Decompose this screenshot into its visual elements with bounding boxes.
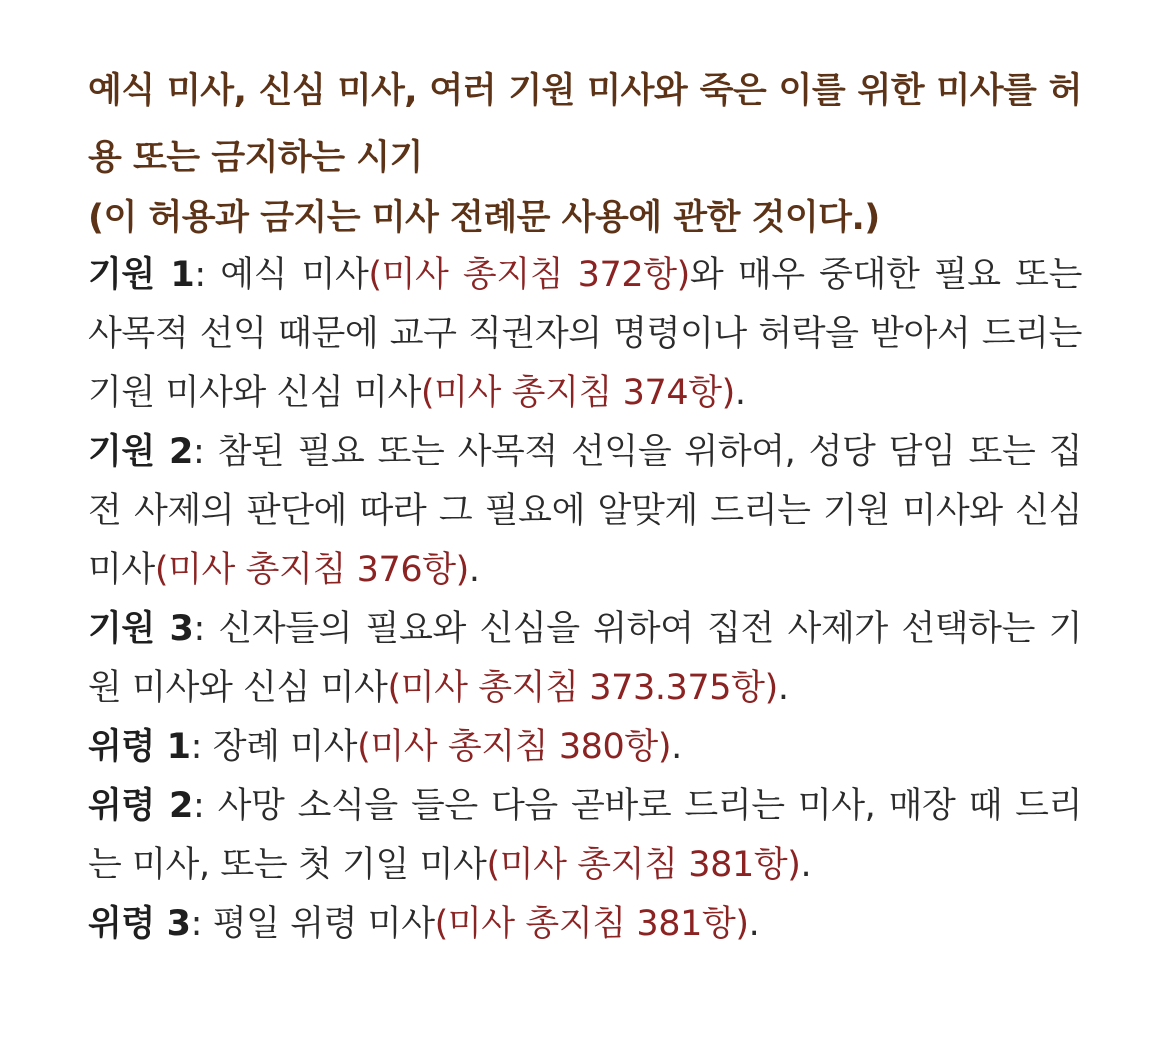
entry-end: . (777, 668, 789, 708)
entry-end: . (800, 845, 812, 885)
entry-label: 위령 3 (88, 904, 191, 944)
entry-label: 위령 2 (88, 786, 194, 826)
entry-label: 기원 3 (88, 609, 194, 649)
entry-reference: (미사 총지침 376항) (154, 550, 469, 590)
entry-requiem-3 (88, 895, 1082, 954)
entry-end: . (671, 727, 682, 767)
entry-separator: : (190, 727, 202, 767)
entry-separator: : (193, 609, 205, 649)
entry-label: 기원 2 (88, 432, 194, 472)
entry-votive-1 (88, 246, 1082, 423)
entry-text: 예식 미사 (205, 255, 369, 295)
entry-requiem-1 (88, 718, 1082, 777)
entry-reference: (미사 총지침 372항) (368, 255, 690, 295)
entry-text: 참된 필요 또는 사목적 선익을 위하여, 성당 담임 또는 집전 사제의 판단에 따라 그 필요에 알맞게 드리는 기원 미사와 신심 미사 (88, 432, 1082, 590)
entry-text: 장례 미사 (201, 727, 358, 767)
entry-reference: (미사 총지침 380항) (357, 727, 672, 767)
entry-text: 평일 위령 미사 (201, 904, 435, 944)
entry-text: 사망 소식을 들은 다음 곧바로 드리는 미사, 매장 때 드리는 미사, 또는 첫 기일 미사 (88, 786, 1082, 885)
entry-separator: : (193, 786, 205, 826)
document-page (88, 58, 1082, 954)
entry-separator: : (190, 904, 202, 944)
entry-requiem-2 (88, 777, 1082, 895)
page-title: 예식 미사, 신심 미사, 여러 기원 미사와 죽은 이를 위한 미사를 허용 또는 금지하는 시기 (88, 71, 1082, 178)
entry-label: 기원 1 (88, 255, 195, 295)
entry-reference: (미사 총지침 381항) (486, 845, 801, 885)
entry-votive-2 (88, 423, 1082, 600)
entry-text: 신자들의 필요와 신심을 위하여 집전 사제가 선택하는 기원 미사와 신심 미사 (88, 609, 1082, 708)
entry-reference: (미사 총지침 373.375항) (387, 668, 778, 708)
entry-separator: : (194, 255, 206, 295)
entry-end: . (748, 904, 760, 944)
entry-end: . (734, 373, 746, 413)
entry-text-continued: 와 매우 중대한 필요 또는 사목적 선익 때문에 교구 직권자의 명령이나 허락을 받아서 드리는 기원 미사와 신심 미사 (88, 255, 1082, 413)
page-subtitle-note: (이 허용과 금지는 미사 전례문 사용에 관한 것이다.) (88, 198, 880, 238)
entry-reference-2: (미사 총지침 374항) (420, 373, 735, 413)
entry-reference: (미사 총지침 381항) (434, 904, 749, 944)
entry-votive-3 (88, 600, 1082, 718)
entry-label: 위령 1 (88, 727, 191, 767)
entry-separator: : (193, 432, 205, 472)
entry-end: . (468, 550, 480, 590)
